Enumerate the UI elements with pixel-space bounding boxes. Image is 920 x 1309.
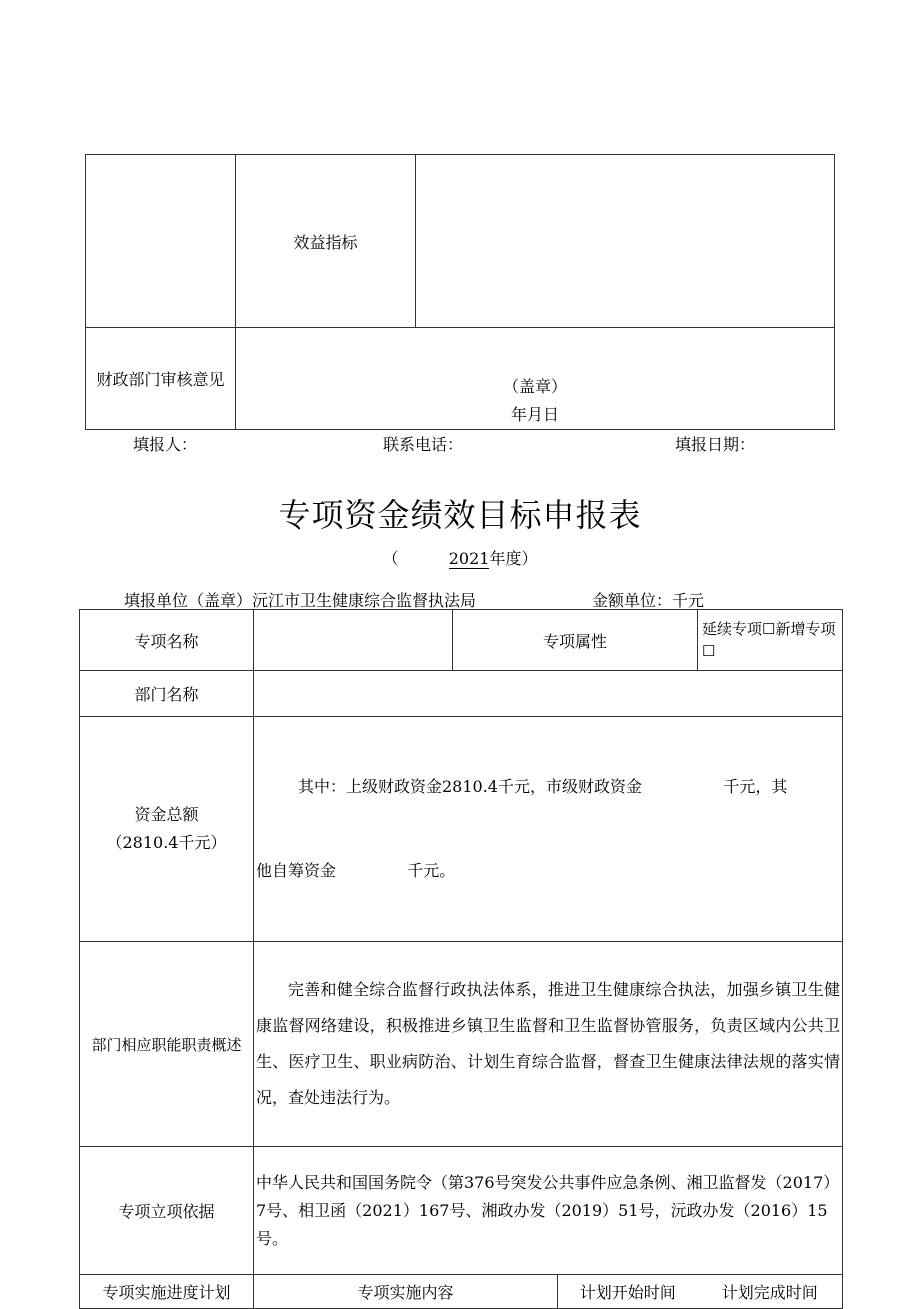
project-name-label: 专项名称 (80, 610, 254, 671)
finance-review-label: 财政部门审核意见 (86, 328, 236, 430)
amount-unit: 金额单位：千元 (592, 591, 705, 610)
unit-label: 填报单位（盖章）沅江市卫生健康综合监督执法局 (124, 591, 477, 610)
seal-text: （盖章） (502, 376, 567, 396)
content-label: 专项实施内容 (254, 1275, 558, 1309)
fund-total-cell (80, 717, 254, 942)
fund-detail-line2: 他自筹资金 千元。 (256, 861, 456, 880)
top-table-empty-cell (86, 155, 236, 328)
start-label: 计划开始时间 (558, 1275, 698, 1309)
fund-detail-line1: 其中：上级财政资金2810.4千元，市级财政资金 千元，其 (298, 777, 788, 796)
year-line (0, 546, 920, 569)
fill-date-label: 填报日期： (675, 435, 756, 454)
year-open: （ (382, 549, 399, 568)
application-table (79, 609, 843, 1309)
benefit-indicator-label: 效益指标 (236, 155, 416, 328)
fund-total-value: （2810.4千元） (106, 833, 227, 852)
project-attr-label: 专项属性 (453, 610, 698, 671)
end-label: 计划完成时间 (698, 1275, 843, 1309)
review-date: 年月日 (510, 404, 559, 424)
phone-label: 联系电话： (383, 435, 464, 454)
project-name-value[interactable] (254, 610, 453, 671)
form-title: 专项资金绩效目标申报表 (278, 496, 642, 534)
dept-name-value[interactable] (254, 671, 843, 717)
filler-label: 填报人： (133, 435, 198, 454)
year-value: 2021 (448, 549, 490, 568)
top-table (85, 154, 835, 430)
dept-name-label: 部门名称 (80, 671, 254, 717)
finance-review-cell[interactable] (236, 328, 835, 430)
year-close: 年度） (489, 549, 538, 568)
schedule-label: 专项实施进度计划 (80, 1275, 254, 1309)
benefit-indicator-value[interactable] (416, 155, 835, 328)
fund-total-label: 资金总额 (134, 805, 199, 824)
fund-detail-cell (254, 717, 843, 942)
duty-label: 部门相应职能职责概述 (80, 942, 254, 1147)
duty-text: 完善和健全综合监督行政执法体系，推进卫生健康综合执法，加强乡镇卫生健康监督网络建设，积极推进乡镇卫生监督和卫生监督协管服务，负责区域内公共卫生、医疗卫生、职业病防治、计划生育综合监督，督查卫生健康法律法规的落实情况，查处违法行为。 (254, 942, 843, 1147)
basis-label: 专项立项依据 (80, 1147, 254, 1275)
basis-text: 中华人民共和国国务院令（第376号突发公共事件应急条例、湘卫监督发（2017）7号、相卫函（2021）167号、湘政办发（2019）51号，沅政办发（2016）15号。 (254, 1147, 843, 1275)
project-attr-options[interactable]: 延续专项☐新增专项☐ (698, 610, 843, 671)
